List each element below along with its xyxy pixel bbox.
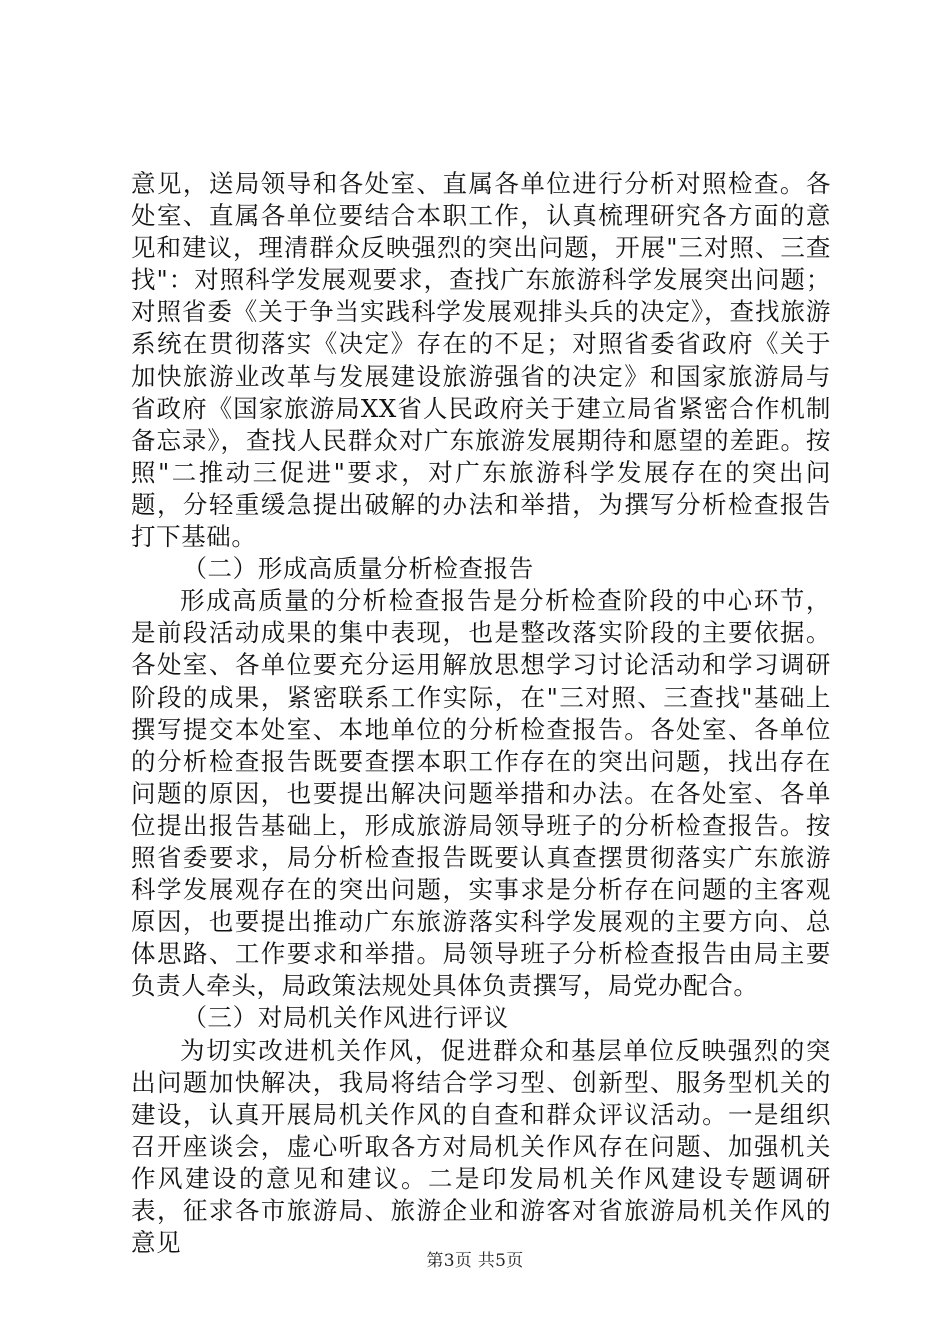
continuation-paragraph: 意见，送局领导和各处室、直属各单位进行分析对照检查。各处室、直属各单位要结合本职工作，认真梳理研究各方面的意见和建议，理清群众反映强烈的突出问题，开展"三对照、三查找"：对照科学发展观要求，查找广东旅游科学发展突出问题；对照省委《关于争当实践科学发展观排头兵的决定》，查找旅游系统在贯彻落实《决定》存在的不足；对照省委省政府《关于加快旅游业改革与发展建设旅游强省的决定》和国家旅游局与省政府《国家旅游局XX省人民政府关于建立局省紧密合作机制备忘录》，查找人民群众对广东旅游发展期待和愿望的差距。按照"二推动三促进"要求，对广东旅游科学发展存在的突出问题，分轻重缓急提出破解的办法和举措，为撰写分析检查报告打下基础。 (131, 169, 831, 552)
section-heading-3: （三）对局机关作风进行评议 (182, 1003, 509, 1033)
page-footer (0, 1246, 950, 1271)
body-paragraph-2: 形成高质量的分析检查报告是分析检查阶段的中心环节，是前段活动成果的集中表现，也是整改落实阶段的主要依据。各处室、各单位要充分运用解放思想学习讨论活动和学习调研阶段的成果，紧密联系工作实际，在"三对照、三查找"基础上撰写提交本处室、本地单位的分析检查报告。各处室、各单位的分析检查报告既要查摆本职工作存在的突出问题，找出存在问题的原因，也要提出解决问题举措和办法。在各处室、各单位提出报告基础上，形成旅游局领导班子的分析检查报告。按照省委要求，局分析检查报告既要认真查摆贯彻落实广东旅游科学发展观存在的突出问题，实事求是分析存在问题的主客观原因，也要提出推动广东旅游落实科学发展观的主要方向、总体思路、工作要求和举措。局领导班子分析检查报告由局主要负责人牵头，局政策法规处具体负责撰写，局党办配合。 (131, 586, 831, 1001)
document-body (131, 168, 831, 1259)
body-paragraph-3: 为切实改进机关作风，促进群众和基层单位反映强烈的突出问题加快解决，我局将结合学习型、创新型、服务型机关的建设，认真开展局机关作风的自查和群众评议活动。一是组织召开座谈会，虚心听取各方对局机关作风存在问题、加强机关作风建设的意见和建议。二是印发局机关作风建设专题调研表，征求各市旅游局、旅游企业和游客对省旅游局机关作风的意见 (131, 1035, 831, 1258)
section-heading-2: （二）形成高质量分析检查报告 (182, 554, 534, 584)
page-number-label: 第3页 共5页 (426, 1251, 524, 1271)
